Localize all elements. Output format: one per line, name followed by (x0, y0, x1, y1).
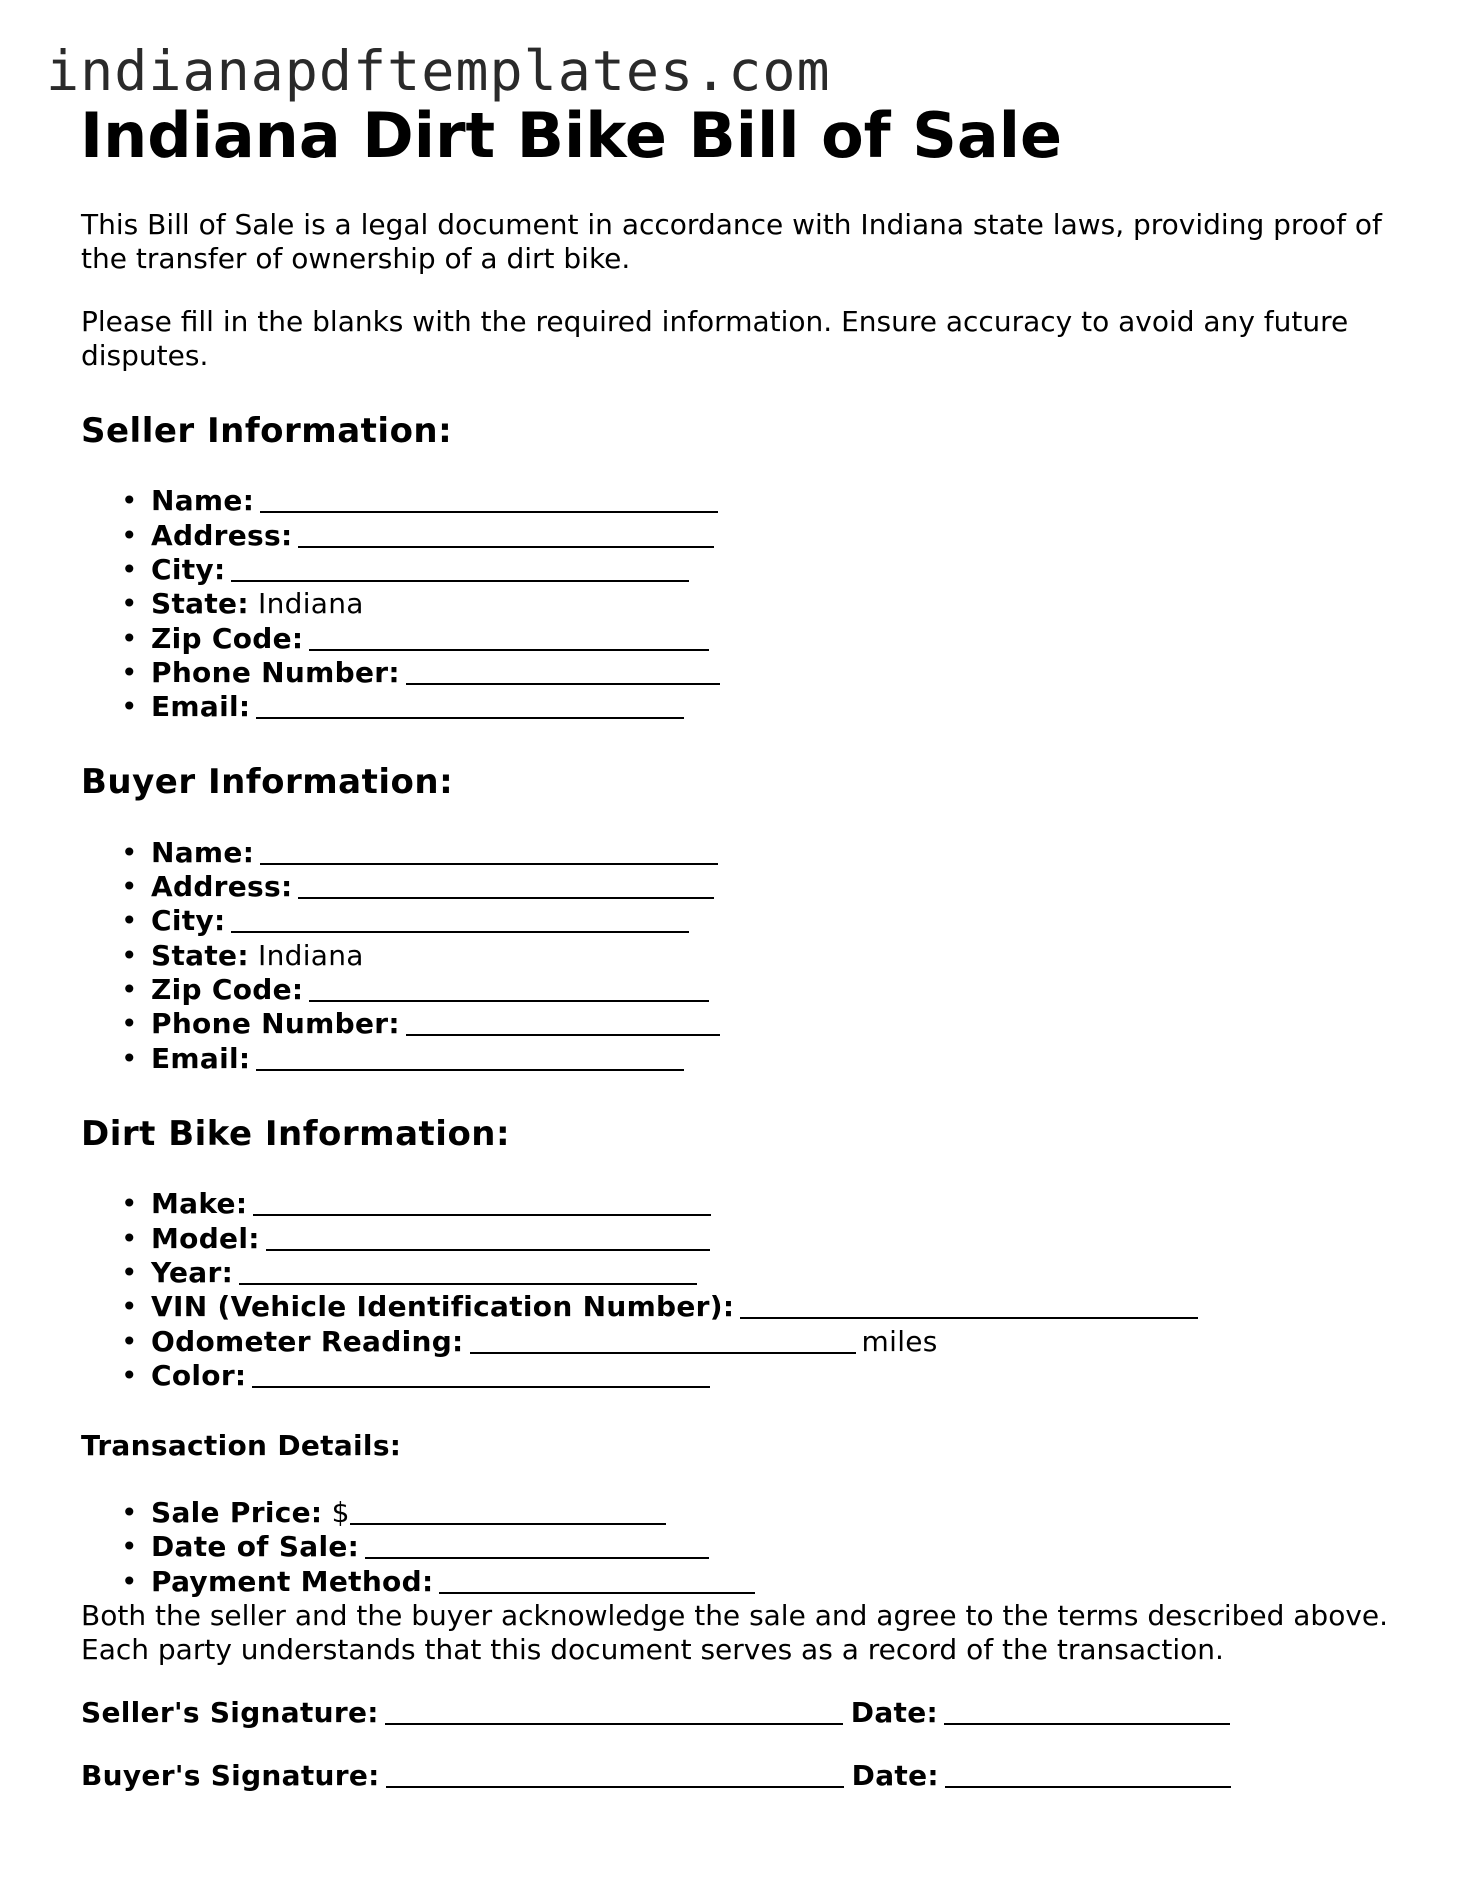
seller-name-blank[interactable] (260, 485, 718, 513)
bike-fields (81, 1187, 1401, 1393)
buyer-phone-blank[interactable] (406, 1008, 720, 1036)
field-label: Color: (151, 1358, 247, 1392)
field-label: Name: (151, 484, 255, 518)
bike-vin-field (121, 1290, 1401, 1324)
seller-city-blank[interactable] (231, 554, 689, 582)
buyer-address-field (121, 870, 1401, 904)
bike-make-blank[interactable] (253, 1188, 711, 1216)
field-label: Email: (151, 690, 251, 724)
field-label: VIN (Vehicle Identification Number): (151, 1290, 735, 1324)
seller-state-value: Indiana (258, 587, 364, 621)
buyer-state-value: Indiana (258, 938, 364, 972)
seller-signature-label: Seller's Signature: (81, 1695, 379, 1729)
buyer-name-blank[interactable] (260, 837, 718, 865)
bike-model-blank[interactable] (266, 1223, 710, 1251)
odometer-unit: miles (861, 1324, 938, 1358)
sale-date-field (121, 1530, 1401, 1564)
buyer-phone-field (121, 1007, 1401, 1041)
buyer-zip-field (121, 973, 1401, 1007)
bike-color-blank[interactable] (252, 1360, 710, 1388)
seller-fields (81, 484, 1401, 724)
seller-address-field (121, 519, 1401, 553)
sale-date-blank[interactable] (365, 1531, 709, 1559)
bike-vin-blank[interactable] (740, 1291, 1198, 1319)
seller-phone-field (121, 656, 1401, 690)
buyer-name-field (121, 836, 1401, 870)
bike-heading: Dirt Bike Information: (81, 1113, 511, 1154)
payment-method-field (121, 1565, 1401, 1599)
field-label: Sale Price: (151, 1495, 323, 1529)
field-label: Odometer Reading: (151, 1324, 464, 1358)
transaction-fields (81, 1496, 1401, 1599)
seller-signature-blank[interactable] (385, 1697, 843, 1725)
bike-odometer-field (121, 1325, 1401, 1359)
seller-heading: Seller Information: (81, 411, 453, 451)
field-label: State: (151, 938, 249, 972)
buyer-date-blank[interactable] (945, 1760, 1231, 1788)
field-label: Zip Code: (151, 973, 304, 1007)
instructions-paragraph: Please fill in the blanks with the required information. Ensure accuracy to avoid any future disputes. (81, 305, 1349, 372)
buyer-fields (81, 836, 1401, 1076)
buyer-zip-blank[interactable] (309, 974, 709, 1002)
field-label: Address: (151, 870, 293, 904)
buyer-city-blank[interactable] (231, 905, 689, 933)
transaction-heading: Transaction Details: (81, 1429, 402, 1463)
field-label: Address: (151, 518, 293, 552)
buyer-signature-blank[interactable] (386, 1760, 844, 1788)
buyer-heading: Buyer Information: (81, 762, 454, 803)
bike-model-field (121, 1222, 1401, 1256)
watermark: indianapdftemplates.com (46, 39, 831, 103)
field-label: Name: (151, 835, 255, 869)
seller-signature-row (81, 1696, 1401, 1730)
intro-paragraph: This Bill of Sale is a legal document in accordance with Indiana state laws, providing proof of the transfer of ownership of a dirt bike. (81, 208, 1382, 275)
seller-email-blank[interactable] (256, 691, 684, 719)
field-label: City: (151, 904, 226, 938)
field-label: Email: (151, 1041, 251, 1075)
field-label: Zip Code: (151, 621, 304, 655)
buyer-city-field (121, 904, 1401, 938)
acknowledgment-paragraph: Both the seller and the buyer acknowledge the sale and agree to the terms described above. Each party understands that this document serves as a record of the transaction. (81, 1598, 1389, 1666)
seller-address-blank[interactable] (298, 520, 714, 548)
field-label: City: (151, 552, 226, 586)
seller-date-label: Date: (850, 1695, 939, 1729)
buyer-email-field (121, 1042, 1401, 1076)
seller-zip-field (121, 622, 1401, 656)
dollar-sign: $ (331, 1495, 350, 1529)
bike-year-blank[interactable] (239, 1257, 697, 1285)
bike-color-field (121, 1359, 1401, 1393)
field-label: Year: (151, 1255, 234, 1289)
buyer-date-label: Date: (851, 1758, 939, 1792)
buyer-signature-row (81, 1759, 1401, 1793)
bike-year-field (121, 1256, 1401, 1290)
field-label: Payment Method: (151, 1564, 434, 1598)
buyer-address-blank[interactable] (298, 871, 714, 899)
seller-zip-blank[interactable] (309, 623, 709, 651)
field-label: Phone Number: (151, 1007, 400, 1041)
document-body (81, 208, 1401, 1793)
sale-price-field (121, 1496, 1401, 1530)
sale-price-blank[interactable] (350, 1497, 666, 1525)
seller-phone-blank[interactable] (406, 657, 720, 685)
buyer-signature-label: Buyer's Signature: (81, 1758, 380, 1792)
bike-odometer-blank[interactable] (470, 1326, 856, 1354)
payment-method-blank[interactable] (439, 1566, 755, 1594)
field-label: Phone Number: (151, 655, 400, 689)
bike-make-field (121, 1187, 1401, 1221)
seller-state-field (121, 587, 1401, 621)
field-label: Model: (151, 1221, 260, 1255)
seller-name-field (121, 484, 1401, 518)
seller-city-field (121, 553, 1401, 587)
buyer-email-blank[interactable] (256, 1043, 684, 1071)
page-title: Indiana Dirt Bike Bill of Sale (80, 99, 1063, 172)
buyer-state-field (121, 939, 1401, 973)
seller-email-field (121, 690, 1401, 724)
field-label: Make: (151, 1187, 248, 1221)
field-label: State: (151, 587, 249, 621)
seller-date-blank[interactable] (944, 1697, 1230, 1725)
field-label: Date of Sale: (151, 1530, 360, 1564)
